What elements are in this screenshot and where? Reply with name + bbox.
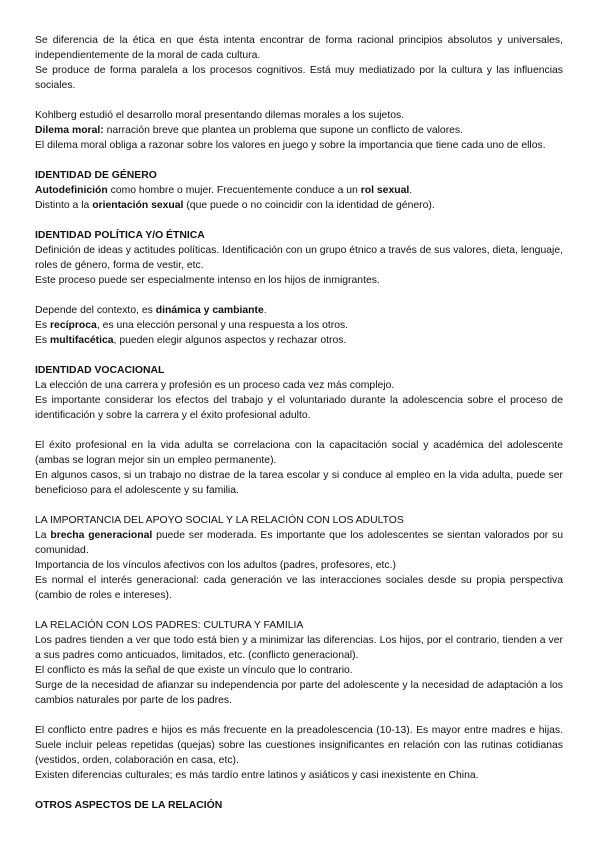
vocacional-paragraph-4: En algunos casos, si un trabajo no distrae de la tarea escolar y si conduce al empleo en la vida adulta, puede ser beneficioso para el adolescente y su familia.: [35, 470, 563, 496]
moral-paragraph-2: Se produce de forma paralela a los procesos cognitivos. Está muy mediatizado por la cultura y las influencias sociales.: [35, 65, 563, 91]
heading-identidad-genero: IDENTIDAD DE GÉNERO: [35, 170, 157, 181]
politica-paragraph-2: Este proceso puede ser especialmente intenso en los hijos de inmigrantes.: [35, 275, 380, 286]
spacer: [35, 153, 563, 168]
politica-paragraph-4: Es recíproca, es una elección personal y una respuesta a los otros.: [35, 320, 349, 331]
politica-paragraph-5: Es multifacética, pueden elegir algunos aspectos y rechazar otros.: [35, 335, 347, 346]
spacer: [35, 708, 563, 723]
padres-paragraph-4: El conflicto entre padres e hijos es más frecuente en la preadolescencia (10-13). Es mayor entre madres e hijas. Suele incluir peleas repetidas (quejas) sobre las cuestiones insignificantes en relación con las rutinas cotidianas (vestidos, orden, colaboración en casa, etc).: [35, 725, 563, 766]
spacer: [35, 498, 563, 513]
politica-paragraph-3: Depende del contexto, es dinámica y cambiante.: [35, 305, 267, 316]
spacer: [35, 348, 563, 363]
spacer: [35, 603, 563, 618]
heading-otros-aspectos: OTROS ASPECTOS DE LA RELACIÓN: [35, 800, 223, 811]
padres-paragraph-5: Existen diferencias culturales; es más tardío entre latinos y asiáticos y casi inexistente en China.: [35, 770, 479, 781]
genero-line-1: Autodefinición como hombre o mujer. Frecuentemente conduce a un rol sexual.: [35, 185, 413, 196]
apoyo-paragraph-1: La brecha generacional puede ser moderada. Es importante que los adolescentes se sientan valorados por su comunidad.: [35, 530, 563, 556]
document-body: [35, 33, 563, 813]
spacer: [35, 213, 563, 228]
vocacional-paragraph-1: La elección de una carrera y profesión es un proceso cada vez más complejo.: [35, 380, 395, 391]
politica-paragraph-1: Definición de ideas y actitudes políticas. Identificación con un grupo étnico a través de sus valores, dieta, lenguaje, roles de género, forma de vestir, etc.: [35, 245, 563, 271]
padres-paragraph-2: El conflicto es más la señal de que existe un vínculo que lo contrario.: [35, 665, 353, 676]
heading-relacion-padres: LA RELACIÓN CON LOS PADRES: CULTURA Y FAMILIA: [35, 620, 304, 631]
padres-paragraph-3: Surge de la necesidad de afianzar su independencia por parte del adolescente y la necesidad de adaptación a los cambios naturales por parte de los padres.: [35, 680, 563, 706]
heading-identidad-politica: IDENTIDAD POLÍTICA Y/O ÉTNICA: [35, 230, 205, 241]
spacer: [35, 288, 563, 303]
spacer: [35, 423, 563, 438]
heading-apoyo-social: LA IMPORTANCIA DEL APOYO SOCIAL Y LA RELACIÓN CON LOS ADULTOS: [35, 515, 404, 526]
heading-identidad-vocacional: IDENTIDAD VOCACIONAL: [35, 365, 165, 376]
vocacional-paragraph-3: El éxito profesional en la vida adulta se correlaciona con la capacitación social y académica del adolescente (ambas se logran mejor sin un empleo permanente).: [35, 440, 563, 466]
apoyo-paragraph-3: Es normal el interés generacional: cada generación ve las interacciones sociales desde su propia perspectiva (cambio de roles e intereses).: [35, 575, 563, 601]
genero-line-2: Distinto a la orientación sexual (que puede o no coincidir con la identidad de género).: [35, 200, 435, 211]
vocacional-paragraph-2: Es importante considerar los efectos del trabajo y el voluntariado durante la adolescencia sobre el proceso de identificación y sobre la carrera y el éxito profesional adulto.: [35, 395, 563, 421]
apoyo-paragraph-2: Importancia de los vínculos afectivos con los adultos (padres, profesores, etc.): [35, 560, 396, 571]
padres-paragraph-1: Los padres tienden a ver que todo está bien y a minimizar las diferencias. Los hijos, por el contrario, tienden a ver a sus padres como anticuados, limitados, etc. (conflicto generacional).: [35, 635, 563, 661]
moral-paragraph-3: Kohlberg estudió el desarrollo moral presentando dilemas morales a los sujetos.: [35, 110, 405, 121]
dilemma-term: Dilema moral:: [35, 125, 104, 136]
spacer: [35, 93, 563, 108]
moral-paragraph-5: El dilema moral obliga a razonar sobre los valores en juego y sobre la importancia que tiene cada uno de ellos.: [35, 140, 546, 151]
spacer: [35, 783, 563, 798]
moral-paragraph-1: Se diferencia de la ética en que ésta intenta encontrar de forma racional principios absolutos y universales, independientemente de la moral de cada cultura.: [35, 35, 563, 61]
moral-dilemma-definition: Dilema moral: narración breve que plantea un problema que supone un conflicto de valores.: [35, 125, 464, 136]
